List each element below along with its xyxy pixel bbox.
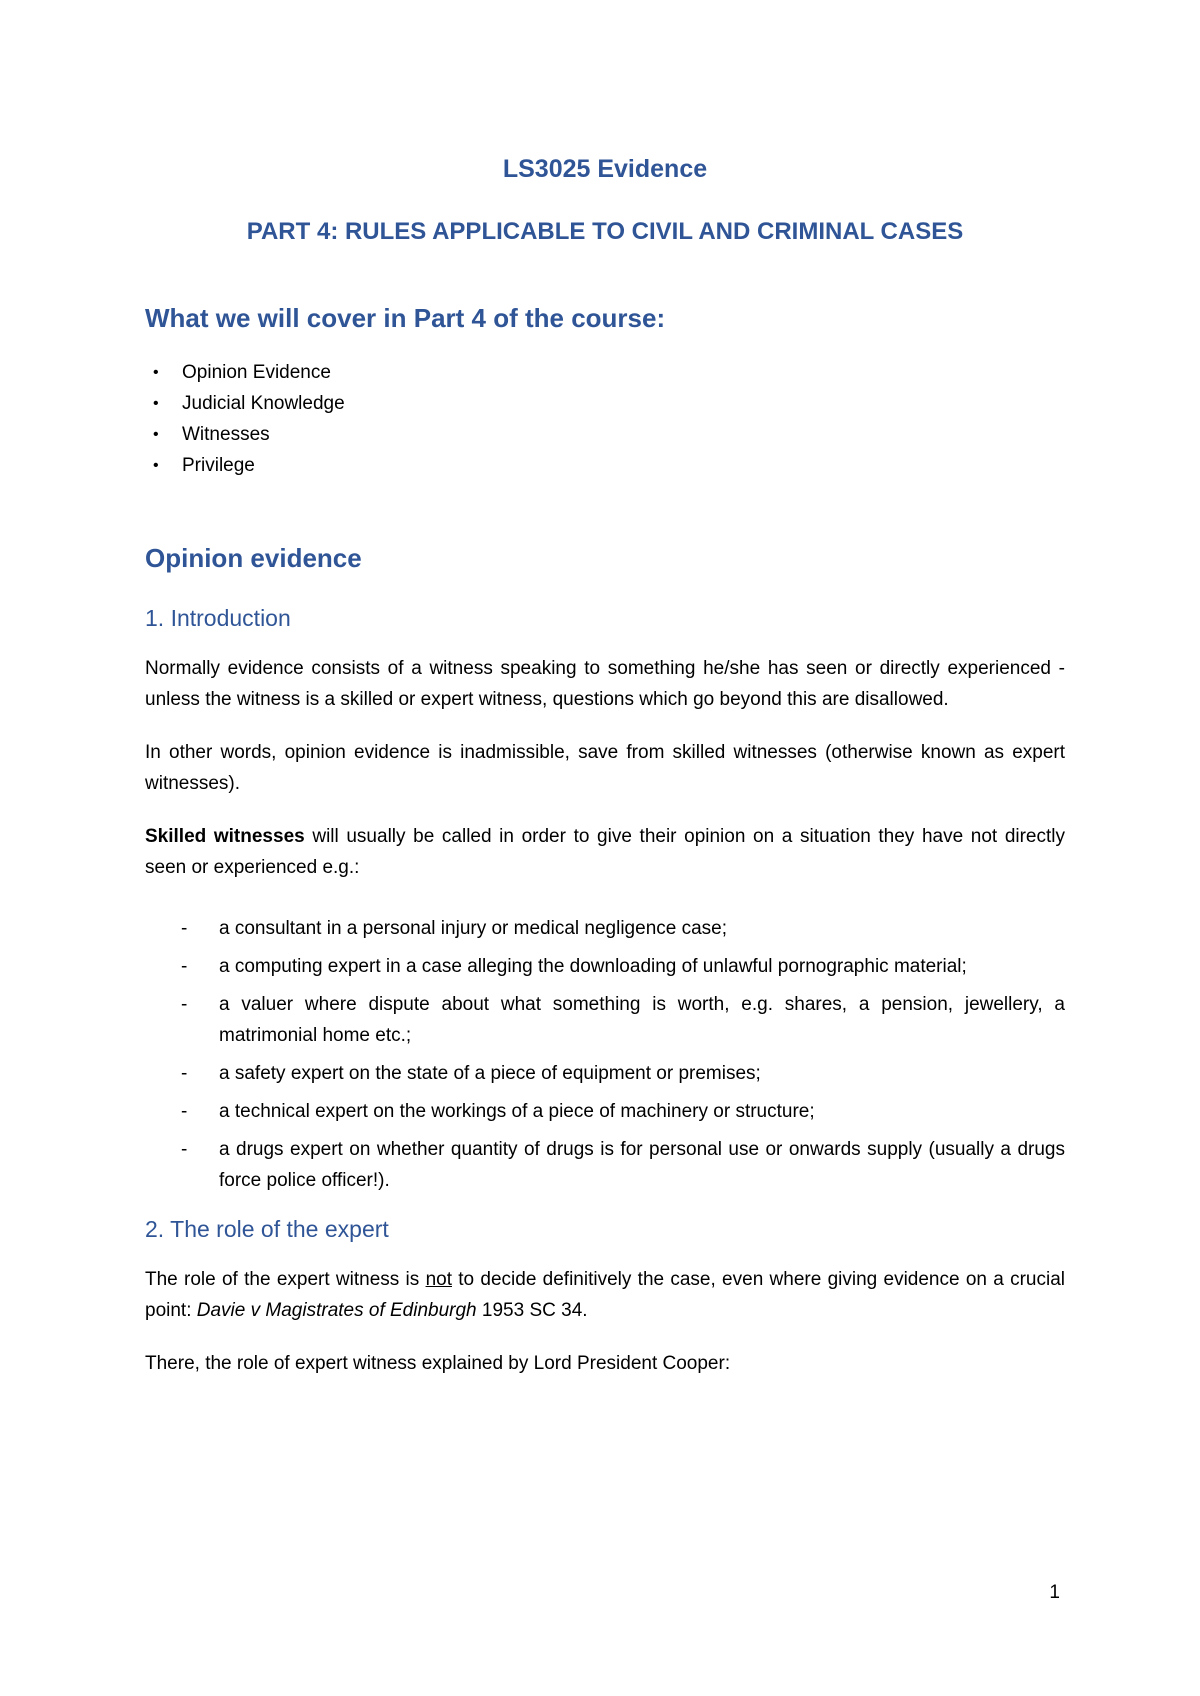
dash-icon: - — [181, 918, 188, 939]
subsection-heading-role-of-expert: 2. The role of the expert — [145, 1216, 389, 1242]
intro-paragraph-1: Normally evidence consists of a witness speaking to something he/she has seen or directly experienced - unless the witness is a skilled or expert witness, questions which go beyond this are disallowed. — [145, 658, 1065, 710]
role-paragraph-1: The role of the expert witness is not to decide definitively the case, even where giving evidence on a crucial point: Davie v Magistrates of Edinburgh 1953 SC 34. — [145, 1269, 1066, 1321]
intro-paragraph-2: In other words, opinion evidence is inadmissible, save from skilled witnesses (otherwise known as expert witnesses). — [145, 742, 1065, 794]
skilled-witnesses-term: Skilled witnesses — [145, 826, 305, 847]
list-item: - a drugs expert on whether quantity of drugs is for personal use or onwards supply (usually a drugs force police officer!). — [145, 1134, 1065, 1196]
list-item: - a safety expert on the state of a piece of equipment or premises; — [145, 1058, 1065, 1089]
bullet-icon: • — [153, 364, 159, 381]
bullet-icon: • — [153, 457, 159, 474]
examples-list — [145, 913, 1065, 1196]
section-heading-opinion-evidence: Opinion evidence — [145, 543, 362, 573]
page-number: 1 — [1049, 1582, 1060, 1603]
bullet-icon: • — [153, 395, 159, 412]
subsection-heading-introduction: 1. Introduction — [145, 605, 291, 631]
list-item: • Judicial Knowledge — [145, 388, 1065, 419]
list-item: - a computing expert in a case alleging the downloading of unlawful pornographic material; — [145, 951, 1065, 982]
list-item: - a technical expert on the workings of a piece of machinery or structure; — [145, 1096, 1065, 1127]
dash-icon: - — [181, 1139, 188, 1160]
dash-icon: - — [181, 1063, 188, 1084]
bullet-icon: • — [153, 426, 159, 443]
dash-icon: - — [181, 994, 188, 1015]
case-name: Davie v Magistrates of Edinburgh — [196, 1300, 477, 1321]
intro-paragraph-3: Skilled witnesses will usually be called in order to give their opinion on a situation they have not directly seen or experienced e.g.: — [145, 826, 1065, 878]
dash-icon: - — [181, 1101, 188, 1122]
dash-icon: - — [181, 956, 188, 977]
list-item: • Privilege — [145, 450, 1065, 481]
emphasis-not: not — [425, 1269, 452, 1290]
overview-list — [145, 357, 1065, 481]
list-item: - a consultant in a personal injury or medical negligence case; — [145, 913, 1065, 944]
list-item: • Witnesses — [145, 419, 1065, 450]
page-content — [145, 152, 1065, 1379]
list-item: - a valuer where dispute about what something is worth, e.g. shares, a pension, jewellery, a matrimonial home etc.; — [145, 989, 1065, 1051]
role-paragraph-2: There, the role of expert witness explained by Lord President Cooper: — [145, 1353, 731, 1374]
document-subtitle: PART 4: RULES APPLICABLE TO CIVIL AND CRIMINAL CASES — [246, 218, 964, 245]
list-item: • Opinion Evidence — [145, 357, 1065, 388]
overview-heading: What we will cover in Part 4 of the course: — [145, 303, 666, 333]
document-title: LS3025 Evidence — [502, 155, 708, 183]
